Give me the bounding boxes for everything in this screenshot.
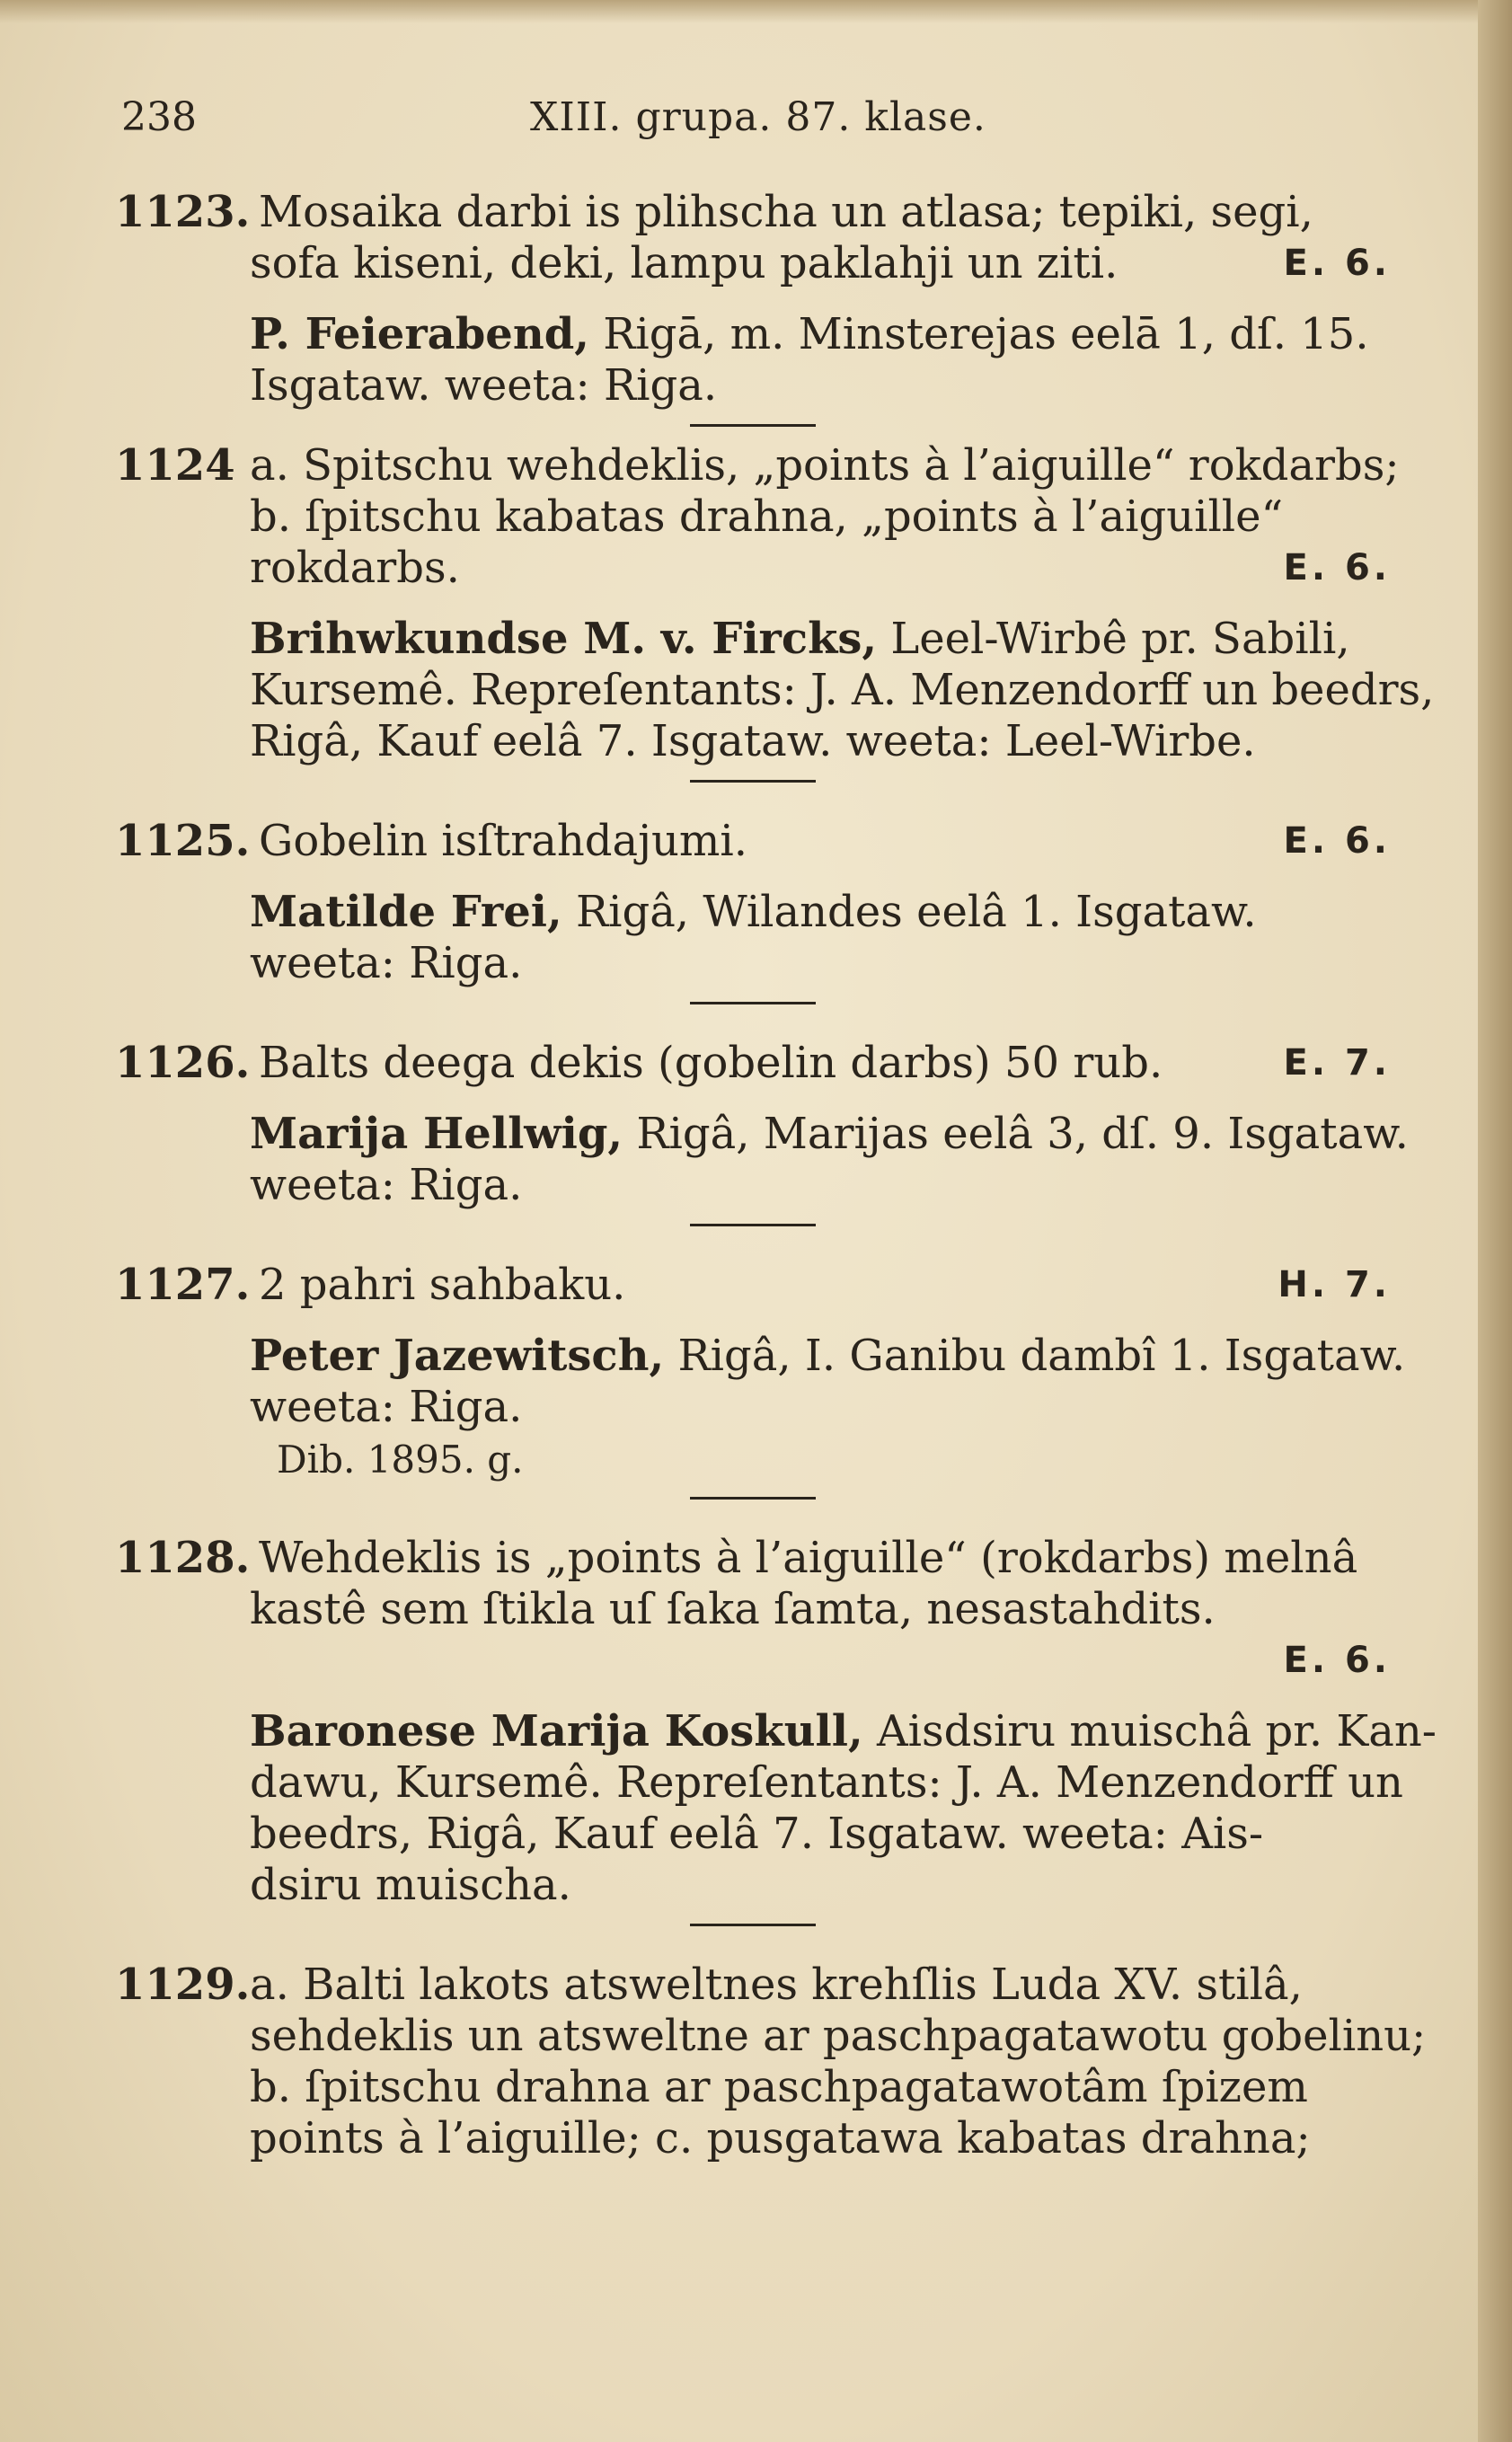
running-title: XIII. grupa. 87. klase. <box>530 94 986 140</box>
exhibitor-address: Rigâ, Kauf eelâ 7. Isgataw. weeta: Leel-Wirbe. <box>250 716 1256 766</box>
exhibitor-address: beedrs, Rigâ, Kauf eelâ 7. Isgataw. weeta: Ais- <box>250 1809 1264 1859</box>
exhibitor-address: Kursemê. Repreſentants: J. A. Menzendorff un beedrs, <box>250 665 1435 715</box>
entry-code: E. 6. <box>1283 1640 1391 1681</box>
exhibitor-address: Rigâ, Marijas eelâ 3, dſ. 9. Isgataw. <box>636 1109 1409 1159</box>
exhibitor-address: Isgataw. weeta: Riga. <box>250 360 718 411</box>
separator-rule <box>115 989 1391 1018</box>
exhibitor-address: dawu, Kursemê. Repreſentants: J. A. Menzendorff un <box>250 1757 1403 1808</box>
exhibitor-address: weeta: Riga. <box>250 1382 523 1432</box>
separator-rule <box>115 1211 1391 1240</box>
entry-code: E. 6. <box>1283 547 1391 588</box>
separator-rule <box>115 1484 1391 1513</box>
exhibitor-name: Baronese Marija Koskull, <box>250 1706 863 1756</box>
separator-rule <box>115 767 1391 796</box>
entry-number: 1123. <box>115 187 251 237</box>
entry-description: b. ſpitschu kabatas drahna, „points à l’aiguille“ <box>250 491 1284 542</box>
entry-description: Wehdeklis is „points à l’aiguille“ (rokdarbs) melnâ <box>259 1533 1358 1583</box>
entry-1124 <box>115 440 1435 796</box>
entry-number: 1128. <box>115 1533 251 1583</box>
entry-description: b. ſpitschu drahna ar paschpagatawotâm ſpizem <box>250 2062 1308 2112</box>
exhibitor-name: Brihwkundse M. v. Fircks, <box>250 614 878 664</box>
separator-rule <box>115 411 1391 440</box>
entry-code: H. 7. <box>1278 1264 1391 1305</box>
exhibitor-address: Leel-Wirbê pr. Sabili, <box>890 614 1350 664</box>
entry-1127 <box>115 1240 1406 1513</box>
page-number: 238 <box>121 94 197 140</box>
entry-number: 1124 <box>115 440 235 491</box>
entry-number: 1127. <box>115 1260 251 1310</box>
entry-1126 <box>115 1018 1409 1240</box>
exhibitor-address: dsiru muischa. <box>250 1860 571 1910</box>
entry-note: Dib. 1895. g. <box>277 1438 524 1482</box>
exhibitor-address: Aisdsiru muischâ pr. Kan- <box>876 1706 1437 1756</box>
entry-1128 <box>115 1513 1437 1940</box>
entry-description: points à l’aiguille; c. pusgatawa kabatas drahna; <box>250 2113 1311 2163</box>
entry-description: a. Spitschu wehdeklis, „points à l’aiguille“ rokdarbs; <box>250 440 1400 491</box>
separator-rule <box>115 1911 1391 1940</box>
entry-description: Gobelin isſtrahdajumi. <box>259 816 748 866</box>
entry-1125 <box>115 796 1391 1018</box>
entry-description: a. Balti lakots atsweltnes krehſlis Luda XV. stilâ, <box>250 1960 1303 2010</box>
entry-code: E. 6. <box>1283 820 1391 862</box>
entry-code: E. 7. <box>1283 1042 1391 1084</box>
entry-1123 <box>115 187 1391 440</box>
entry-number: 1125. <box>115 816 251 866</box>
entry-description: kastê sem ſtikla uſ ſaka ſamta, nesastahdits. <box>250 1584 1216 1634</box>
exhibitor-name: Peter Jazewitsch, <box>250 1331 665 1381</box>
entry-number: 1129. <box>115 1960 251 2010</box>
entry-code: E. 6. <box>1283 243 1391 284</box>
entry-description: rokdarbs. <box>250 543 460 593</box>
entry-1129 <box>115 1940 1427 2164</box>
entry-description: Balts deega dekis (gobelin darbs) 50 rub. <box>259 1038 1163 1088</box>
page-top-edge <box>0 0 1512 23</box>
exhibitor-address: Rigâ, Wilandes eelâ 1. Isgataw. <box>575 887 1257 937</box>
entry-description: 2 pahri sahbaku. <box>259 1260 626 1310</box>
entry-description: sehdeklis un atsweltne ar paschpagatawotu gobelinu; <box>250 2011 1427 2061</box>
exhibitor-address: Rigâ, I. Ganibu dambî 1. Isgataw. <box>677 1331 1406 1381</box>
exhibitor-name: Marija Hellwig, <box>250 1109 623 1159</box>
exhibitor-address: weeta: Riga. <box>250 938 523 988</box>
entry-description: Mosaika darbi is plihscha un atlasa; tepiki, segi, <box>259 187 1313 237</box>
exhibitor-address: Rigā, m. Minsterejas eelā 1, dſ. 15. <box>603 309 1369 359</box>
entry-number: 1126. <box>115 1038 251 1088</box>
exhibitor-address: weeta: Riga. <box>250 1160 523 1210</box>
exhibitor-name: P. Feierabend, <box>250 309 589 359</box>
exhibitor-name: Matilde Frei, <box>250 887 562 937</box>
catalog-body <box>115 187 1437 2164</box>
page-binding-edge <box>1478 0 1512 2442</box>
page-header <box>121 94 1397 148</box>
entry-description: sofa kiseni, deki, lampu paklahji un ziti. <box>250 238 1119 288</box>
